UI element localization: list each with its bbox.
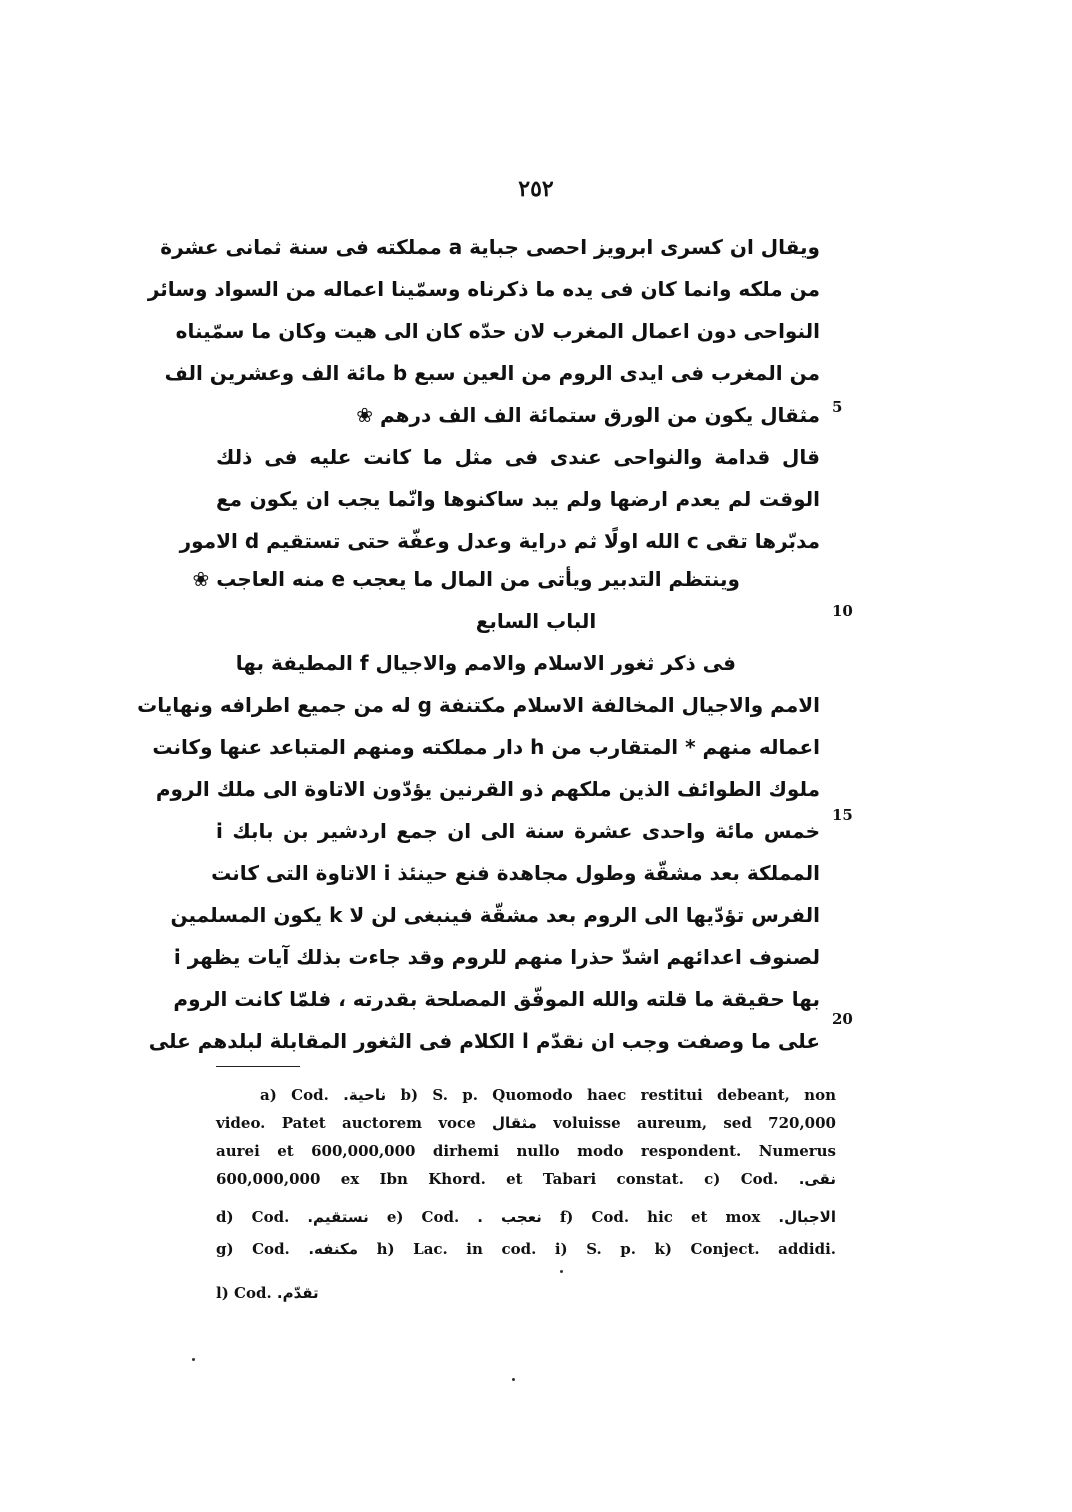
line-number: 5 [832,398,843,416]
footnote-d-label: d) Cod. [216,1208,290,1226]
footnote-line [216,1166,836,1192]
chapter-subheading: فى ذكر ثغور الاسلام والامم والاجيال f المطيفة بها [235,651,736,675]
chapter-heading: الباب السابع [475,609,597,633]
footnote-e-label: e) Cod. [386,1208,460,1226]
footnote-d-arabic: نستقيم. [307,1208,369,1226]
footnote-c-label: c) Cod. [704,1170,779,1188]
page-number: ٢٥٢ [518,176,554,202]
line-number: 15 [832,806,853,824]
footnote-line [216,1110,836,1136]
text-line: الفرس تؤدّيها الى الروم بعد مشقّة فينبغى لن لا k يكون المسلمين [170,903,820,927]
text-line: بها حقيقة ما قلته والله الموفّق المصلحة بقدرته ، فلمّا كانت الروم [173,987,820,1011]
line-number: 10 [832,602,853,620]
footnote-f-label: f) Cod. hic et mox [559,1208,761,1226]
footnote-line [216,1204,836,1230]
speck [192,1358,195,1361]
footnote-line: aurei et 600,000,000 dirhemi nullo modo respondent. Numerus [216,1142,836,1160]
footnote-line [216,1082,836,1108]
text-line: من ملكه وانما كان فى يده ما ذكرناه وسمّينا اعماله من السواد وسائر [147,277,820,301]
speck [512,1378,515,1381]
text-line: المملكة بعد مشقّة وطول مجاهدة فنع حينئذ i الاتاوة التى كانت [211,861,820,885]
footnote-k: k) Conject. addidi. [654,1240,836,1258]
footnote-c-arabic: نقى. [798,1170,836,1188]
text-line: النواحى دون اعمال المغرب لان حدّه كان الى هيت وكان ما سمّيناه [175,319,820,343]
footnote-e-arabic: نعجب . [477,1208,542,1226]
speck [560,1270,563,1273]
footnote-b-end: 600,000,000 ex Ibn Khord. et Tabari constat. [216,1170,684,1188]
text-line: وينتظم التدبير ويأتى من المال ما يعجب e منه العاجب ❀ [192,567,740,591]
footnote-l-arabic: تقدّم. [276,1284,319,1302]
text-line: مثقال يكون من الورق ستمائة الف الف درهم ❀ [356,403,820,427]
footnote-g-label: g) Cod. [216,1240,290,1258]
text-line: قال قدامة والنواحى عندى فى مثل ما كانت عليه فى ذلك [216,445,820,469]
text-line: اعماله منهم * المتقارب من h دار مملكته ومنهم المتباعد عنها وكانت [152,735,820,759]
footnote-line [216,1280,836,1306]
footnote-g-arabic: مكنفه. [308,1240,359,1258]
text-line: على ما وصفت وجب ان نقدّم l الكلام فى الثغور المقابلة لبلدهم على [148,1029,820,1053]
footnote-rule [216,1066,300,1067]
text-line: خمس مائة واحدى عشرة سنة الى ان جمع اردشير بن بابك i [216,819,820,843]
footnote-b-pre: video. Patet auctorem voce [216,1114,476,1132]
footnote-h: h) Lac. in cod. [376,1240,537,1258]
footnote-a-arabic: ناحية. [343,1086,387,1104]
footnote-a-label: a) Cod. [260,1086,329,1104]
text-line: مدبّرها تقى c الله اولًا ثم دراية وعدل وعفّة حتى تستقيم d الامور [179,529,820,553]
line-number: 20 [832,1010,853,1028]
footnote-line [216,1236,836,1262]
text-line: من المغرب فى ايدى الروم من العين سبع b مائة الف وعشرين الف [164,361,820,385]
footnote-i: i) S. p. [554,1240,636,1258]
footnote-b-post: voluisse aureum, sed 720,000 [553,1114,836,1132]
text-line: ملوك الطوائف الذين ملكهم ذو القرنين يؤدّون الاتاوة الى ملك الروم [155,777,820,801]
footnote-f-arabic: الاجبال. [778,1208,836,1226]
text-line: لصنوف اعدائهم اشدّ حذرا منهم للروم وقد جاءت بذلك آيات يظهر i [173,945,820,969]
footnote-b: b) S. p. Quomodo haec restitui debeant, non [400,1086,836,1104]
text-line: ويقال ان كسرى ابرويز احصى جباية a مملكته فى سنة ثمانى عشرة [160,235,820,259]
footnote-l-label: l) Cod. [216,1284,272,1302]
footnote-b-arabic: مثقال [492,1114,537,1132]
text-line: الوقت لم يعدم ارضها ولم يبد ساكنوها وانّما يجب ان يكون مع [216,487,820,511]
text-line: الامم والاجيال المخالفة الاسلام مكتنفة g له من جميع اطرافه ونهايات [137,693,820,717]
